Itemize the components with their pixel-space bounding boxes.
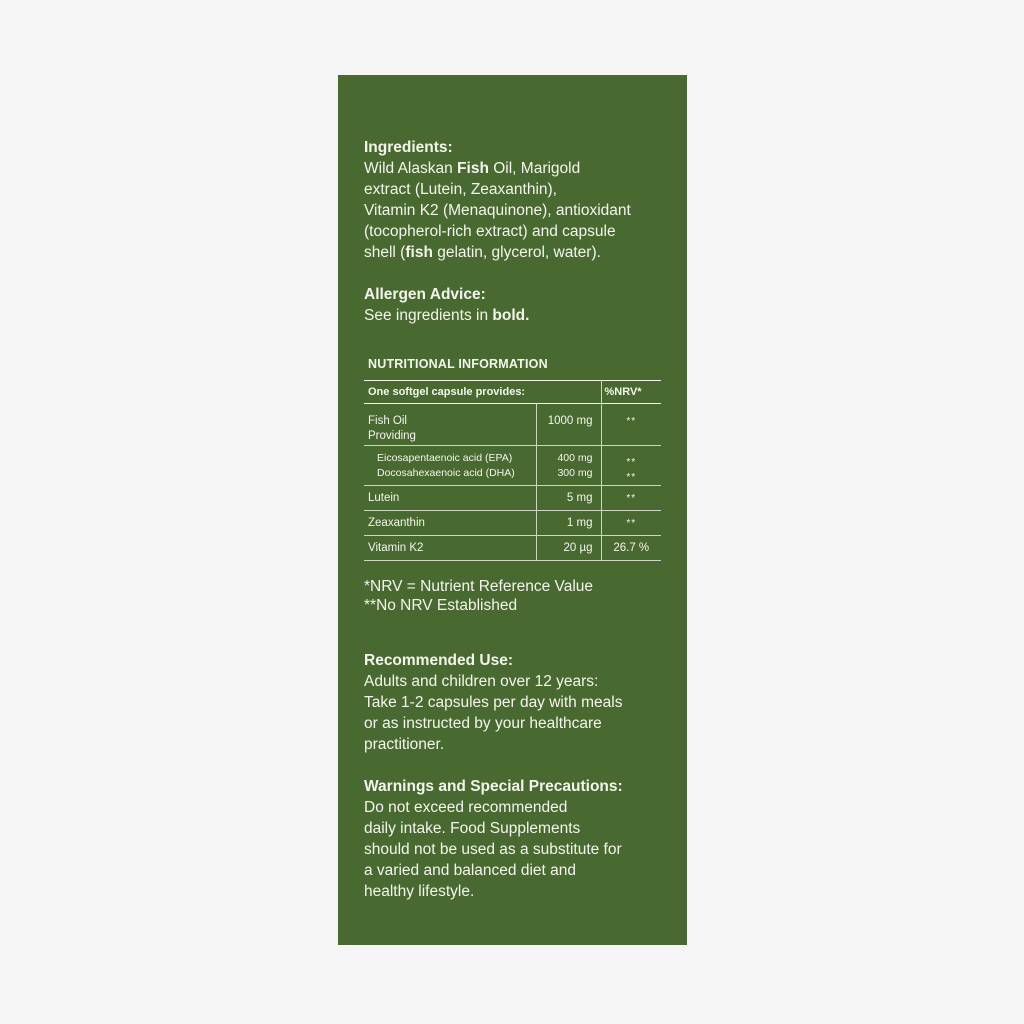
nutrition-table: [364, 380, 661, 561]
ingredients-line-1: [364, 158, 664, 179]
allergen-text-bold: bold.: [492, 307, 530, 324]
nutrient-amount-line: 300 mg: [557, 467, 593, 479]
nutrient-name-line: Eicosapentaenoic acid (EPA): [377, 452, 513, 464]
allergen-text: [364, 305, 664, 326]
nrv-value: **: [626, 472, 637, 483]
ingredients-text: gelatin, glycerol, water).: [432, 244, 601, 261]
table-row: [364, 446, 661, 486]
nutrition-title: NUTRITIONAL INFORMATION: [368, 357, 548, 371]
nutrient-amount: 20 µg: [536, 536, 601, 561]
nutrient-name: Lutein: [364, 486, 536, 511]
recommended-line: Take 1-2 capsules per day with meals: [364, 694, 623, 711]
recommended-title: Recommended Use:: [364, 652, 514, 669]
table-row: [364, 404, 661, 446]
nutrient-name-line: Fish Oil: [368, 415, 407, 427]
warnings-line: a varied and balanced diet and: [364, 862, 576, 879]
nrv-value: **: [626, 518, 637, 529]
nutrient-nrv: [601, 486, 661, 511]
nutrient-nrv: 26.7 %: [601, 536, 661, 561]
nutrient-name: Zeaxanthin: [364, 511, 536, 536]
table-row: [364, 486, 661, 511]
table-row: [364, 511, 661, 536]
table-row: [364, 536, 661, 561]
ingredients-line-4: (tocopherol-rich extract) and capsule: [364, 223, 616, 240]
warnings-line: daily intake. Food Supplements: [364, 820, 581, 837]
allergen-title: Allergen Advice:: [364, 286, 486, 303]
ingredients-text: Wild Alaskan: [364, 160, 458, 177]
nutrient-nrv: [601, 404, 661, 446]
nutrient-amount: 5 mg: [536, 486, 601, 511]
warnings-line: Do not exceed recommended: [364, 799, 568, 816]
ingredients-line-3: Vitamin K2 (Menaquinone), antioxidant: [364, 202, 631, 219]
nutrient-name: Vitamin K2: [364, 536, 536, 561]
nutrient-amount-line: 400 mg: [557, 452, 593, 464]
nutrient-name-line: Docosahexaenoic acid (DHA): [377, 467, 515, 479]
nrv-value: **: [626, 493, 637, 504]
ingredients-title: Ingredients:: [364, 139, 453, 156]
nutrition-header-row: [364, 381, 661, 404]
nutrient-nrv: [601, 446, 661, 486]
ingredients-text: shell (: [364, 244, 406, 261]
footnote-nrv: *NRV = Nutrient Reference Value: [364, 578, 594, 595]
nutrient-name-line: Providing: [368, 430, 416, 442]
ingredients-line-2: extract (Lutein, Zeaxanthin),: [364, 181, 557, 198]
nutrient-amount: [536, 446, 601, 486]
ingredients-text: Oil, Marigold: [488, 160, 581, 177]
recommended-line: practitioner.: [364, 736, 445, 753]
nutrient-amount: 1 mg: [536, 511, 601, 536]
allergen-bold-text: Fish: [457, 160, 489, 177]
warnings-line: should not be used as a substitute for: [364, 841, 622, 858]
recommended-line: Adults and children over 12 years:: [364, 673, 599, 690]
footnotes: [364, 577, 664, 615]
nutrient-amount: 1000 mg: [536, 404, 601, 446]
header-provides: One softgel capsule provides:: [364, 381, 601, 404]
supplement-label-panel: [338, 75, 687, 945]
footnote-no-nrv: **No NRV Established: [364, 597, 518, 614]
nutrient-name: [364, 404, 536, 446]
warnings-title: Warnings and Special Precautions:: [364, 778, 623, 795]
nrv-value: **: [626, 416, 637, 427]
nutrient-name: [364, 446, 536, 486]
nrv-value: **: [626, 457, 637, 468]
allergen-text-plain: See ingredients in: [364, 307, 493, 324]
ingredients-line-5: [364, 242, 664, 263]
warnings-line: healthy lifestyle.: [364, 883, 475, 900]
nutrient-nrv: [601, 511, 661, 536]
label-content: [364, 137, 664, 902]
header-nrv: %NRV*: [601, 381, 661, 404]
recommended-line: or as instructed by your healthcare: [364, 715, 602, 732]
allergen-bold-text: fish: [405, 244, 433, 261]
